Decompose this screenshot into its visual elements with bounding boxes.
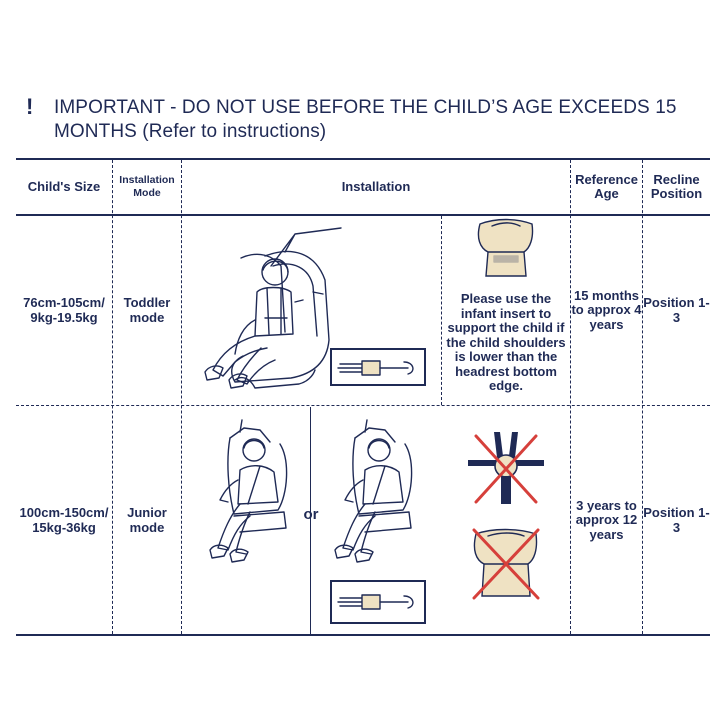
infant-insert-illustration: [470, 218, 542, 282]
row2-size: 100cm-150cm/ 15kg-36kg: [19, 505, 109, 535]
isofix-latch-illustration: [330, 348, 426, 386]
header-installation-mode: Installation Mode: [119, 174, 175, 199]
row2-mode: Junior mode: [127, 505, 167, 535]
junior-seat-left-illustration: [200, 420, 300, 570]
harness-not-used-icon: [466, 430, 546, 508]
row2-age: 3 years to approx 12 years: [575, 497, 638, 542]
row1-age: 15 months to approx 4 years: [571, 287, 642, 332]
insert-not-used-icon: [468, 526, 544, 602]
header-childs-size: Child's Size: [27, 179, 101, 194]
row1-size: 76cm-105cm/ 9kg-19.5kg: [23, 295, 105, 325]
row2-recline: Position 1-3: [643, 505, 710, 535]
row1-mode: Toddler mode: [123, 295, 171, 325]
header-recline-position: Recline Position: [650, 172, 703, 201]
or-label: or: [303, 505, 319, 523]
header-reference-age: Reference Age: [575, 172, 638, 201]
toddler-seat-illustration: [195, 222, 345, 394]
warning-text: IMPORTANT - DO NOT USE BEFORE THE CHILD’S AGE EXCEEDS 15 MONTHS (Refer to instructions): [54, 97, 677, 142]
exclamation-icon: !: [26, 94, 34, 119]
junior-seat-right-illustration: [325, 420, 425, 570]
row1-insert-note: Please use the infant insert to support the child if the child shoulders is lower than the headrest bottom edge.: [446, 291, 566, 393]
header-installation: Installation: [341, 179, 411, 194]
isofix-latch-junior-illustration: [330, 580, 426, 624]
row1-recline: Position 1-3: [643, 295, 710, 325]
